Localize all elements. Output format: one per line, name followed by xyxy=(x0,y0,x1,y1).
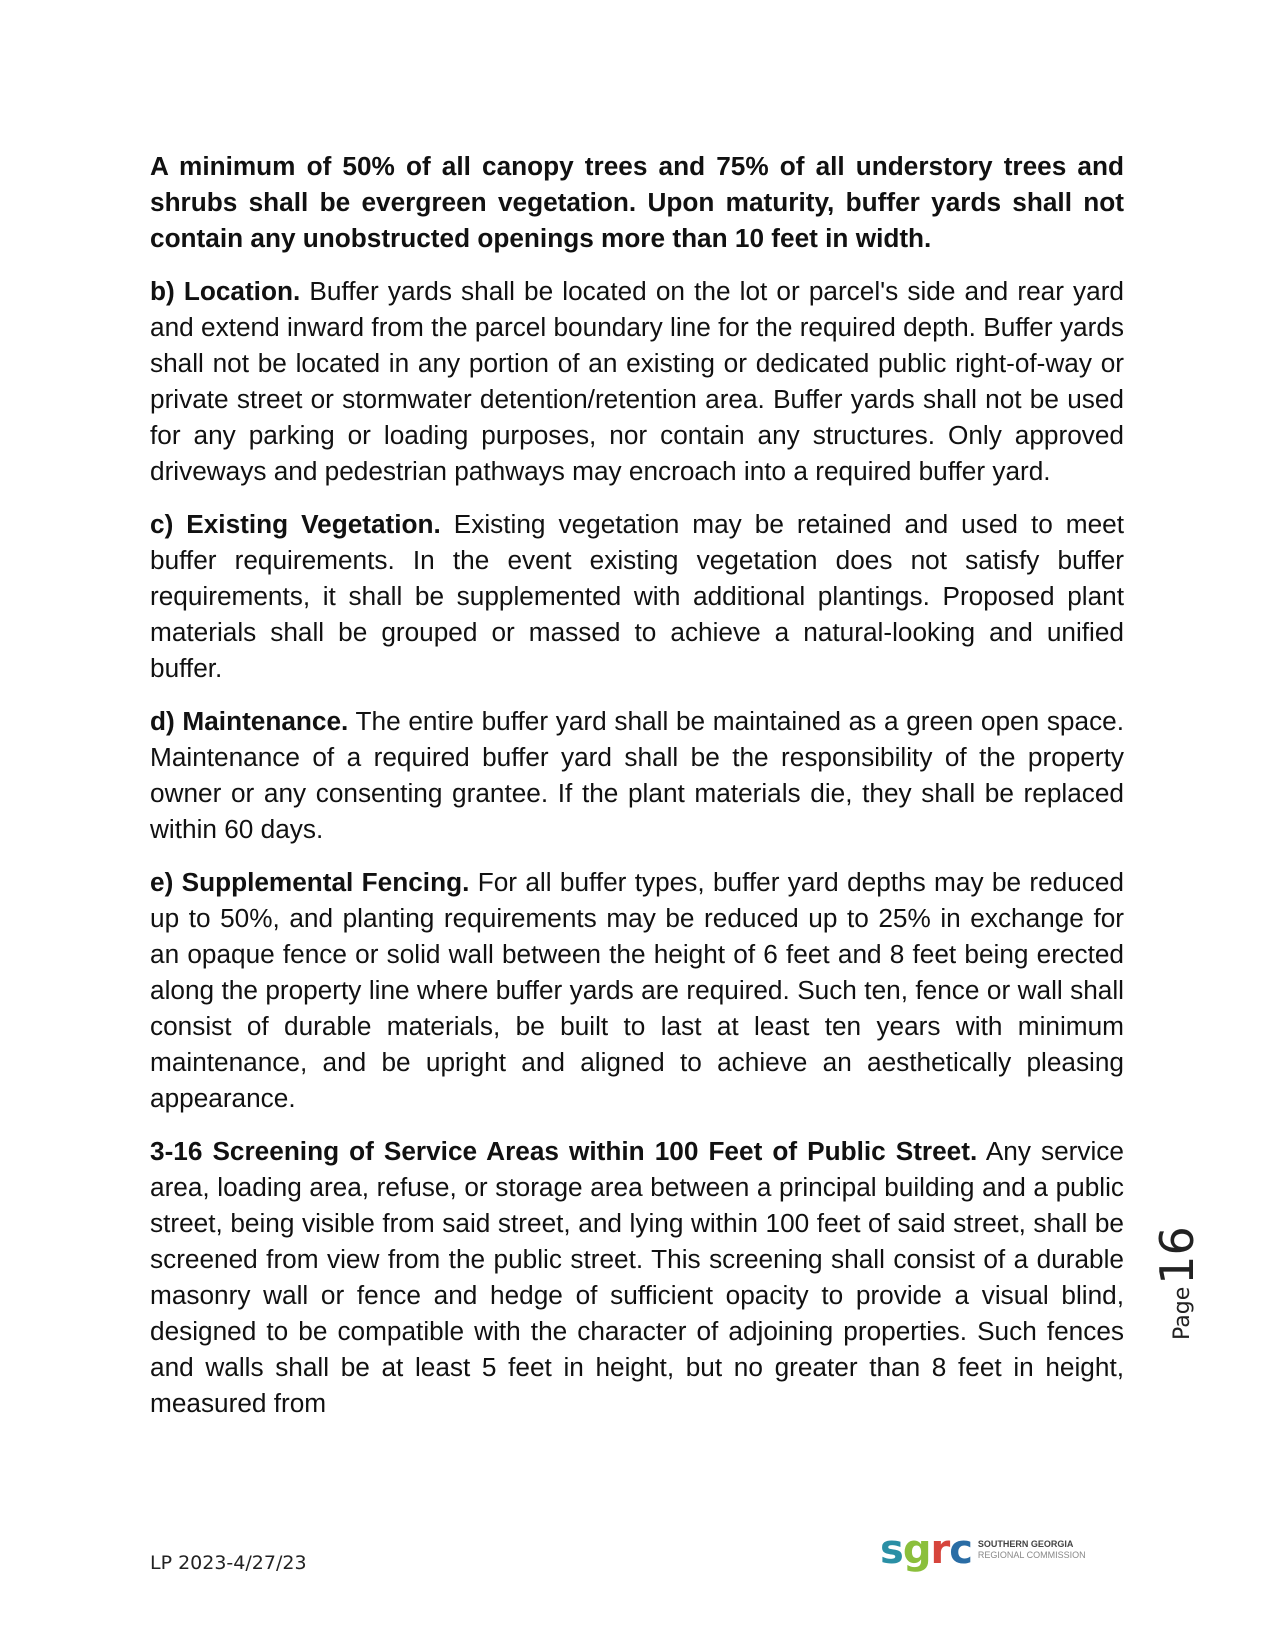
paragraph-existing-vegetation xyxy=(150,506,1124,686)
logo-letter-c: c xyxy=(949,1527,972,1573)
paragraph-text: Any service area, loading area, refuse, or storage area between a principal building and a public street, being visible from said street, and lying within 100 feet of said street, shall be screened from view from the public street. This screening shall consist of a durable masonry wall or fence and hedge of sufficient opacity to provide a visual blind, designed to be compatible with the character of adjoining properties. Such fences and walls shall be at least 5 feet in height, but no greater than 8 feet in height, measured from xyxy=(150,1136,1124,1418)
paragraph-heading: b) Location. xyxy=(150,276,301,306)
paragraph-heading: 3-16 Screening of Service Areas within 100 Feet of Public Street. xyxy=(150,1136,978,1166)
page-number xyxy=(1140,1210,1204,1340)
document-id: LP 2023-4/27/23 xyxy=(150,1552,307,1574)
paragraph-text: Buffer yards shall be located on the lot or parcel's side and rear yard and extend inward from the parcel boundary line for the required depth. Buffer yards shall not be located in any portion of an existing or dedicated public right-of-way or private street or stormwater detention/retention area. Buffer yards shall not be used for any parking or loading purposes, nor contain any structures. Only approved driveways and pedestrian pathways may encroach into a required buffer yard. xyxy=(150,276,1124,486)
logo-letter-g: g xyxy=(902,1527,931,1573)
page-label: Page xyxy=(1170,1286,1195,1340)
paragraph-maintenance xyxy=(150,703,1124,847)
paragraph-supplemental-fencing xyxy=(150,864,1124,1116)
paragraph-heading: e) Supplemental Fencing. xyxy=(150,867,470,897)
logo-letter-r: r xyxy=(930,1527,950,1573)
paragraph-text: Existing vegetation may be retained and used to meet buffer requirements. In the event existing vegetation does not satisfy buffer requirements, it shall be supplemented with additional plantings. Proposed plant materials shall be grouped or massed to achieve a natural-looking and unified buffer. xyxy=(150,509,1124,683)
paragraph-heading: c) Existing Vegetation. xyxy=(150,509,441,539)
sgrc-logo xyxy=(880,1527,1086,1573)
logo-letter-s: s xyxy=(880,1527,903,1573)
document-body xyxy=(150,148,1124,1438)
logo-text-line1: SOUTHERN GEORGIA xyxy=(977,1539,1074,1549)
page-number-value: 16 xyxy=(1150,1226,1204,1285)
logo-text-line2: REGIONAL COMMISSION xyxy=(977,1550,1086,1560)
logo-text xyxy=(978,1539,1086,1561)
paragraph-location xyxy=(150,273,1124,489)
logo-mark xyxy=(880,1527,972,1573)
paragraph-evergreen xyxy=(150,148,1124,256)
paragraph-text: The entire buffer yard shall be maintained as a green open space. Maintenance of a required buffer yard shall be the responsibility of the property owner or any consenting grantee. If the plant materials die, they shall be replaced within 60 days. xyxy=(150,706,1124,844)
paragraph-text: A minimum of 50% of all canopy trees and 75% of all understory trees and shrubs shall be evergreen vegetation. Upon maturity, buffer yards shall not contain any unobstructed openings more than 10 feet in width. xyxy=(150,151,1124,253)
paragraph-heading: d) Maintenance. xyxy=(150,706,349,736)
paragraph-text: For all buffer types, buffer yard depths may be reduced up to 50%, and planting requirements may be reduced up to 25% in exchange for an opaque fence or solid wall between the height of 6 feet and 8 feet being erected along the property line where buffer yards are required. Such ten, fence or wall shall consist of durable materials, be built to last at least ten years with minimum maintenance, and be upright and aligned to achieve an aesthetically pleasing appearance. xyxy=(150,867,1124,1113)
paragraph-screening-service-areas xyxy=(150,1133,1124,1421)
